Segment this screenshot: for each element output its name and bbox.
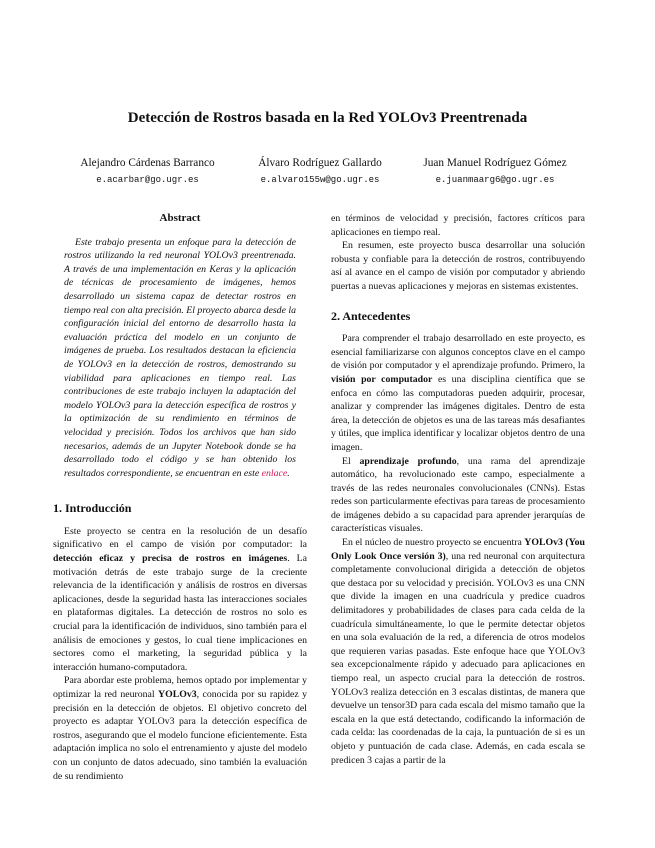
paper-title: Detección de Rostros basada en la Red YOLOv3 Preentrenada (127, 110, 528, 126)
antecedentes-paragraph-1 (331, 332, 585, 454)
author-name: Álvaro Rodríguez Gallardo (258, 157, 382, 169)
author-2 (236, 157, 404, 185)
author-email: e.alvaro155w@go.ugr.es (260, 175, 380, 185)
author-name: Juan Manuel Rodríguez Gómez (423, 157, 567, 169)
abstract-heading: Abstract (159, 212, 201, 224)
text-span: , una red neuronal con arquitectura completamente convolucional dirigida a detección de objetos que destaca por su velocidad y precisión. YOLOv3 es una CNN que divide la imagen en una cuadrícula y predice cuadros delimitadores y probabilidades de clases para cada celda de la cuadrícula simultáneamente, lo que le permite detectar objetos en una sola evaluación de la red, a diferencia de otros modelos que requieren varias pasadas. Este enfoque hace que YOLOv3 sea excepcionalmente rápido y adecuado para aplicaciones en tiempo real, un aspecto crucial para la detección de rostros. YOLOv3 realiza detección en 3 escalas distintas, de manera que devuelve un tensor3D para cada escala del mismo tamaño que la escala en la que está detectando, codificando la información de cada celda: las coordenadas de la caja, la puntuación de si es un objeto y puntuación de cada clase. Además, en cada escala se predicen 3 cajas a partir de la (331, 550, 585, 766)
antecedentes-paragraph-3 (331, 536, 585, 767)
abstract-end: . (287, 467, 290, 479)
abstract-body (53, 236, 307, 481)
text-span: , conocida por su rapidez y precisión en la detección de objetos. El objetivo concreto del proyecto es adaptar YOLOv3 para la detección específica de rostros, asegurando que el modelo funcione eficientemente. Esta adaptación implica no solo el entrenamiento y ajuste del modelo con un conjunto de datos adecuado, sino también la evaluación de su rendimiento (53, 689, 307, 782)
text-span: El (342, 455, 360, 467)
text-span: Para comprender el trabajo desarrollado en este proyecto, es esencial familiarizarse con algunos conceptos clave en el campo de visión por computador y el aprendizaje profundo. Primero, la (331, 333, 585, 372)
author-3 (400, 157, 590, 185)
intro-paragraph-1 (53, 525, 307, 675)
antecedentes-paragraph-2 (331, 455, 585, 537)
bold-span: visión por computador (331, 373, 433, 385)
abstract-link[interactable]: enlace (261, 467, 288, 479)
intro-paragraph-2-cont: en términos de velocidad y precisión, factores críticos para aplicaciones en tiempo real. (331, 213, 585, 238)
intro-paragraph-2 (53, 674, 307, 783)
bold-span: YOLOv3 (158, 689, 197, 700)
bold-span: YOLOv3 (You Only Look Once versión 3) (331, 537, 585, 562)
text-span: . La motivación detrás de este trabajo surge de la creciente relevancia de la identificación y análisis de rostros en diversas aplicaciones, desde la seguridad hasta las interacciones sociales en plataformas digitales. La detección de rostros no solo es crucial para la identificación de individuos, sino también para el análisis de emociones y gestos, lo cual tiene implicaciones en sectores como el marketing, la seguridad pública y la interacción humano-computadora. (53, 553, 307, 673)
text-span: es una disciplina científica que se enfoca en cómo las computadoras pueden adquirir, procesar, analizar y comprender las imágenes digitales. Dentro de esta área, la detección de objetos es una de las tareas más desafiantes y útiles, que implica identificar y localizar objetos dentro de una imagen. (331, 373, 585, 453)
author-email: e.acarbar@go.ugr.es (96, 175, 199, 185)
right-column (331, 212, 585, 767)
text-span: Este proyecto se centra en la resolución de un desafío significativo en el campo de visión por computador: la (53, 525, 307, 551)
author-1 (55, 157, 240, 185)
text-span: En el núcleo de nuestro proyecto se encuentra (342, 537, 525, 549)
abstract-paragraph (64, 236, 296, 481)
author-name: Alejandro Cárdenas Barranco (80, 157, 215, 169)
intro-paragraph-3: En resumen, este proyecto busca desarrollar una solución robusta y confiable para la detección de rostros, contribuyendo así al avance en el campo de visión por computador y abriendo puertas a nuevas aplicaciones y mejoras en sistemas existentes. (331, 240, 585, 292)
bold-span: aprendizaje profundo (359, 455, 457, 467)
section-heading-antecedentes: 2. Antecedentes (331, 308, 411, 323)
bold-span: detección eficaz y precisa de rostros en imágenes (53, 553, 288, 565)
text-span: Para abordar este problema, hemos optado por implementar y optimizar la red neuronal (53, 675, 307, 700)
text-span: , una rama del aprendizaje automático, ha revolucionado este campo, especialmente a través de las redes neuronales convolucionales (CNNs). Estas redes son particularmente efectivas para tareas de procesamiento de imágenes debido a su capacidad para aprender jerarquías de características visuales. (331, 455, 585, 535)
abstract-text: Este trabajo presenta un enfoque para la detección de rostros utilizando la red neuronal YOLOv3 preentrenada. A través de una implementación en Keras y la aplicación de técnicas de procesamiento de imágenes, hemos desarrollado un sistema capaz de detectar rostros en tiempo real con alta precisión. El proyecto abarca desde la configuración inicial del entorno de desarrollo hasta la evaluación práctica del modelo en un conjunto de imágenes de prueba. Los resultados destacan la eficiencia de YOLOv3 en la detección de rostros, demostrando su viabilidad para aplicaciones en tiempo real. Las contribuciones de este trabajo incluyen la adaptación del modelo YOLOv3 para la detección específica de rostros y la optimización de su rendimiento en términos de velocidad y precisión. Todos los archivos que han sido necesarios, además de un Jupyter Notebook donde se ha desarrollado todo el código y se han obtenido los resultados correspondiente, se encuentran en este (64, 236, 296, 479)
section-heading-introduccion: 1. Introducción (53, 501, 132, 516)
author-email: e.juanmaarg6@go.ugr.es (435, 175, 555, 185)
left-column (53, 212, 307, 783)
